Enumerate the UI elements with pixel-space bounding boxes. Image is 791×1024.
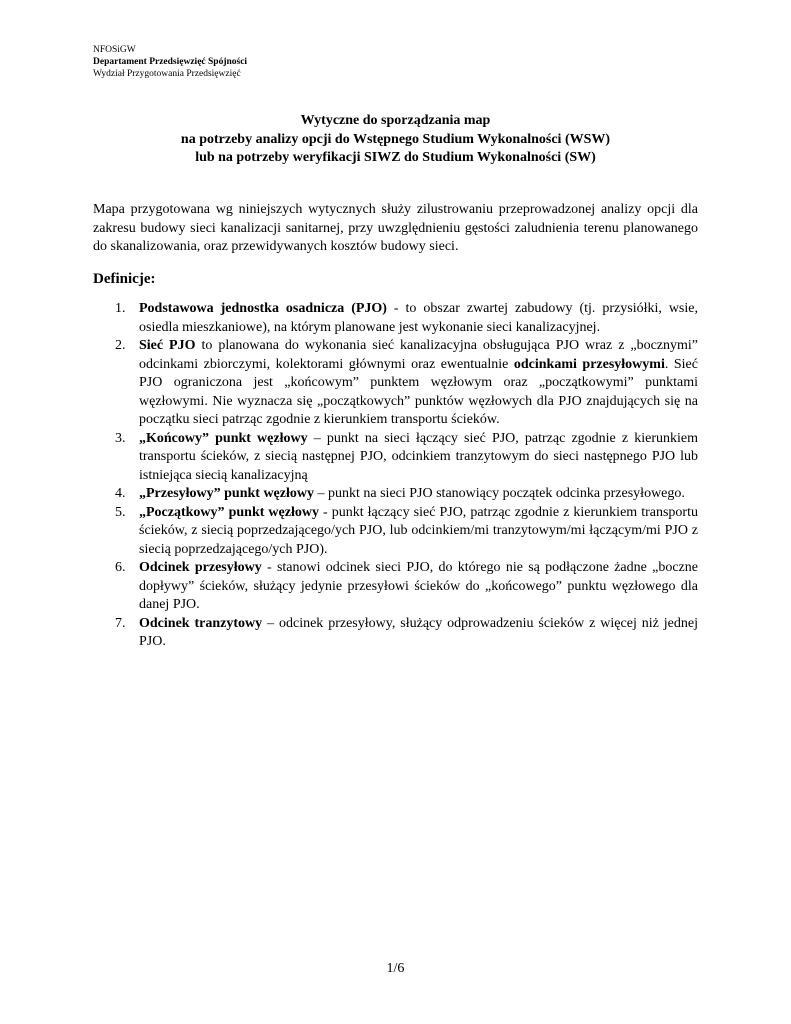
definition-number: 3.: [115, 430, 126, 446]
definition-item: [93, 300, 698, 337]
definitions-heading: Definicje:: [93, 271, 156, 287]
definition-item: [93, 615, 698, 652]
definition-term: Odcinek tranzytowy: [139, 615, 263, 631]
definitions-list: [93, 300, 698, 652]
title-line-3: lub na potrzeby weryfikacji SIWZ do Studium Wykonalności (SW): [195, 150, 596, 165]
definition-text: . Sieć PJO ograniczona jest „końcowym” punktem węzłowym oraz „początkowymi” punktami węzłowymi. Nie wyznacza się „początkowych” punktów węzłowych dla PJO znajdujących się na początku sieci patrząc zgodnie z kierunkiem transportu ścieków.: [139, 356, 698, 427]
definition-text: – punkt na sieci łączący sieć PJO, patrząc zgodnie z kierunkiem transportu ścieków, z siecią następnej PJO, odcinkiem tranzytowym do sieci następnego PJO lub istniejąca siecią kanalizacyjną: [139, 430, 698, 483]
definition-number: 6.: [115, 560, 126, 575]
definition-item: [93, 504, 698, 560]
title-line-2: na potrzeby analizy opcji do Wstępnego Studium Wykonalności (WSW): [180, 131, 611, 147]
definition-number: 4.: [115, 486, 126, 501]
definition-term: „Przesyłowy” punkt węzłowy: [139, 486, 314, 501]
definition-text: - punkt łączący sieć PJO, patrząc zgodnie z kierunkiem transportu ścieków, z siecią poprzedzającego/ych PJO, lub odcinkiem/mi tranzytowym/mi łączącym/mi PJO z siecią poprzedzającego/ych PJO).: [139, 504, 698, 557]
definition-text: to planowana do wykonania sieć kanalizacyjna obsługująca PJO wraz z „bocznymi” odcinkami zbiorczymi, kolektorami głównymi oraz ewentualnie: [139, 338, 698, 372]
definition-term-inline: odcinkami przesyłowymi: [513, 356, 665, 372]
definition-number: 5.: [115, 504, 126, 520]
definition-item: [93, 337, 698, 430]
page-number: 1/6: [386, 961, 405, 976]
definition-text: – odcinek przesyłowy, służący odprowadzeniu ścieków z więcej niż jednej PJO.: [139, 615, 698, 649]
title-line-1: Wytyczne do sporządzania map: [300, 113, 491, 128]
definition-number: 2.: [115, 338, 126, 353]
definition-term: Odcinek przesyłowy: [139, 560, 262, 575]
definition-term: „Końcowy” punkt węzłowy: [139, 430, 308, 446]
definition-term: Sieć PJO: [139, 338, 196, 353]
definition-item: [93, 485, 698, 504]
definition-term: Podstawowa jednostka osadnicza (PJO): [139, 301, 387, 316]
definition-text: - to obszar zwartej zabudowy (tj. przysiółki, wsie, osiedla mieszkaniowe), na którym planowane jest wykonanie sieci kanalizacyjnej.: [139, 301, 698, 335]
definition-text: – punkt na sieci PJO stanowiący początek odcinka przesyłowego.: [314, 486, 685, 501]
definition-item: [93, 430, 698, 486]
definition-text: - stanowi odcinek sieci PJO, do którego nie są podłączone żadne „boczne dopływy” ścieków, służący jedynie przesyłowi ścieków do „końcowego” punktu węzłowego dla danej PJO.: [139, 560, 698, 612]
definition-item: [93, 559, 698, 615]
header-division: Wydział Przygotowania Przedsięwzięć: [93, 69, 241, 79]
definition-term: „Początkowy” punkt węzłowy: [139, 504, 319, 520]
header-org: NFOSiGW: [93, 45, 136, 55]
definition-number: 1.: [115, 301, 126, 316]
intro-paragraph: Mapa przygotowana wg niniejszych wytycznych służy zilustrowaniu przeprowadzonej analizy opcji dla zakresu budowy sieci kanalizacji sanitarnej, przy uwzględnieniu gęstości zaludnienia terenu planowanego do skanalizowania, oraz przewidywanych kosztów budowy sieci.: [93, 202, 698, 254]
definition-number: 7.: [115, 615, 126, 631]
document-header: [93, 44, 247, 80]
header-department: Departament Przedsięwzięć Spójności: [93, 57, 248, 67]
document-title: [93, 112, 698, 168]
